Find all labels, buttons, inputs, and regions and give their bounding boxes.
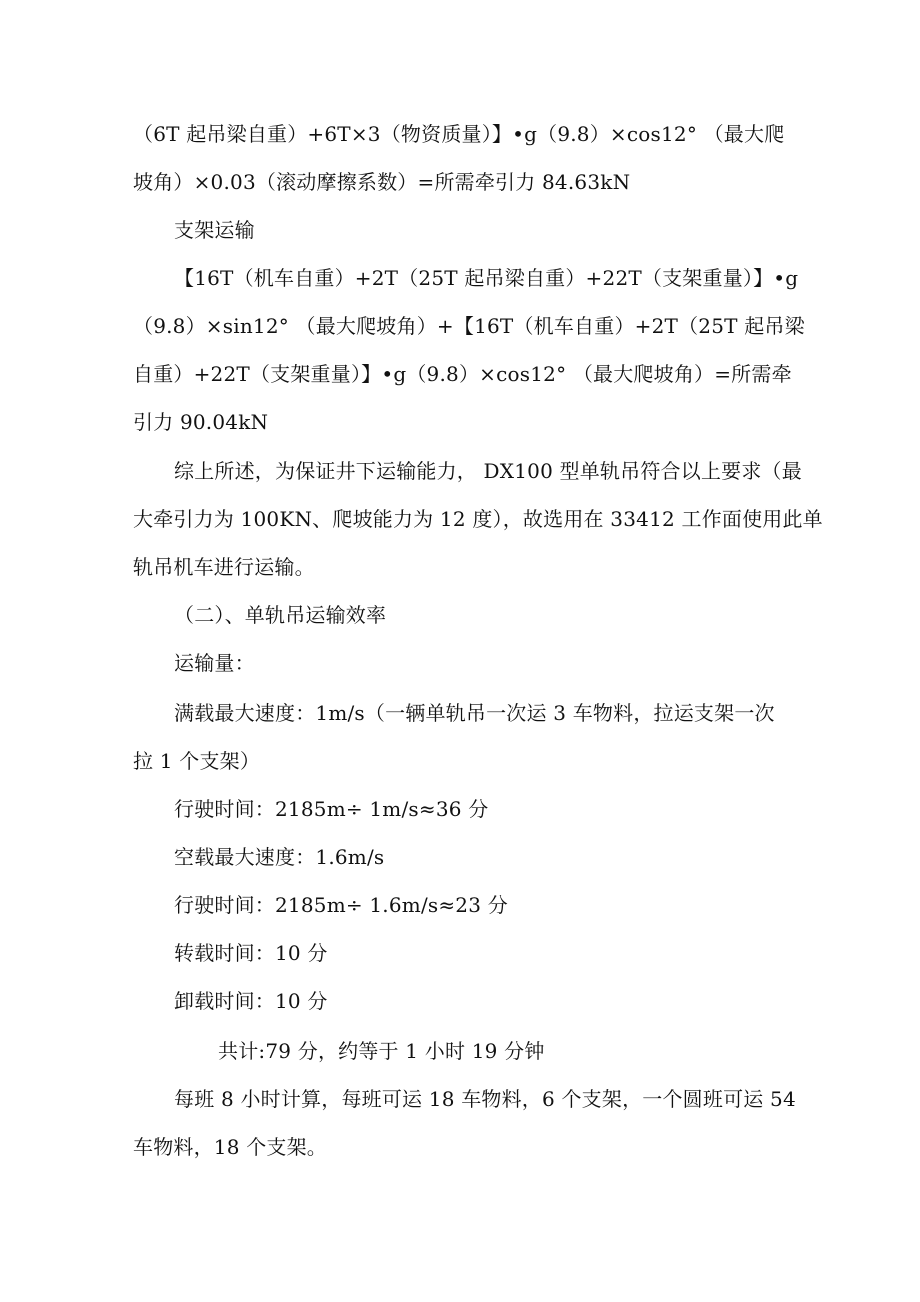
text-line: 空载最大速度：1.6m/s (174, 845, 385, 869)
text-line: 引力 90.04kN (133, 410, 269, 434)
text-line: 自重）+22T（支架重量）】•g（9.8）×cos12° （最大爬坡角）=所需牵 (133, 362, 792, 386)
text-line: （9.8）×sin12° （最大爬坡角）+【16T（机车自重）+2T（25T 起吊梁 (133, 314, 805, 338)
section-heading: 支架运输 (174, 218, 255, 242)
text-line: 【16T（机车自重）+2T（25T 起吊梁自重）+22T（支架重量）】•g (174, 266, 799, 290)
text-line: 转载时间：10 分 (174, 941, 328, 965)
text-line: 行驶时间：2185m÷ 1m/s≈36 分 (174, 797, 489, 821)
text-line: 拉 1 个支架） (133, 749, 261, 773)
text-line: 行驶时间：2185m÷ 1.6m/s≈23 分 (174, 893, 508, 917)
section-heading: （二）、单轨吊运输效率 (174, 603, 387, 627)
text-line: 运输量： (174, 651, 255, 675)
text-line: 满载最大速度：1m/s（一辆单轨吊一次运 3 车物料，拉运支架一次 (174, 701, 775, 725)
text-line: 车物料，18 个支架。 (133, 1135, 328, 1159)
text-line: （6T 起吊梁自重）+6T×3（物资质量）】•g（9.8）×cos12° （最大爬 (133, 122, 785, 146)
total-line: 共计:79 分，约等于 1 小时 19 分钟 (218, 1039, 545, 1063)
text-line: 大牵引力为 100KN、爬坡能力为 12 度），故选用在 33412 工作面使用此单 (133, 507, 823, 531)
text-line: 卸载时间：10 分 (174, 989, 328, 1013)
text-line: 每班 8 小时计算，每班可运 18 车物料，6 个支架，一个圆班可运 54 (174, 1087, 796, 1111)
text-line: 综上所述，为保证井下运输能力， DX100 型单轨吊符合以上要求（最 (174, 459, 802, 483)
text-line: 坡角）×0.03（滚动摩擦系数）=所需牵引力 84.63kN (133, 170, 631, 194)
text-line: 轨吊机车进行运输。 (133, 555, 315, 579)
